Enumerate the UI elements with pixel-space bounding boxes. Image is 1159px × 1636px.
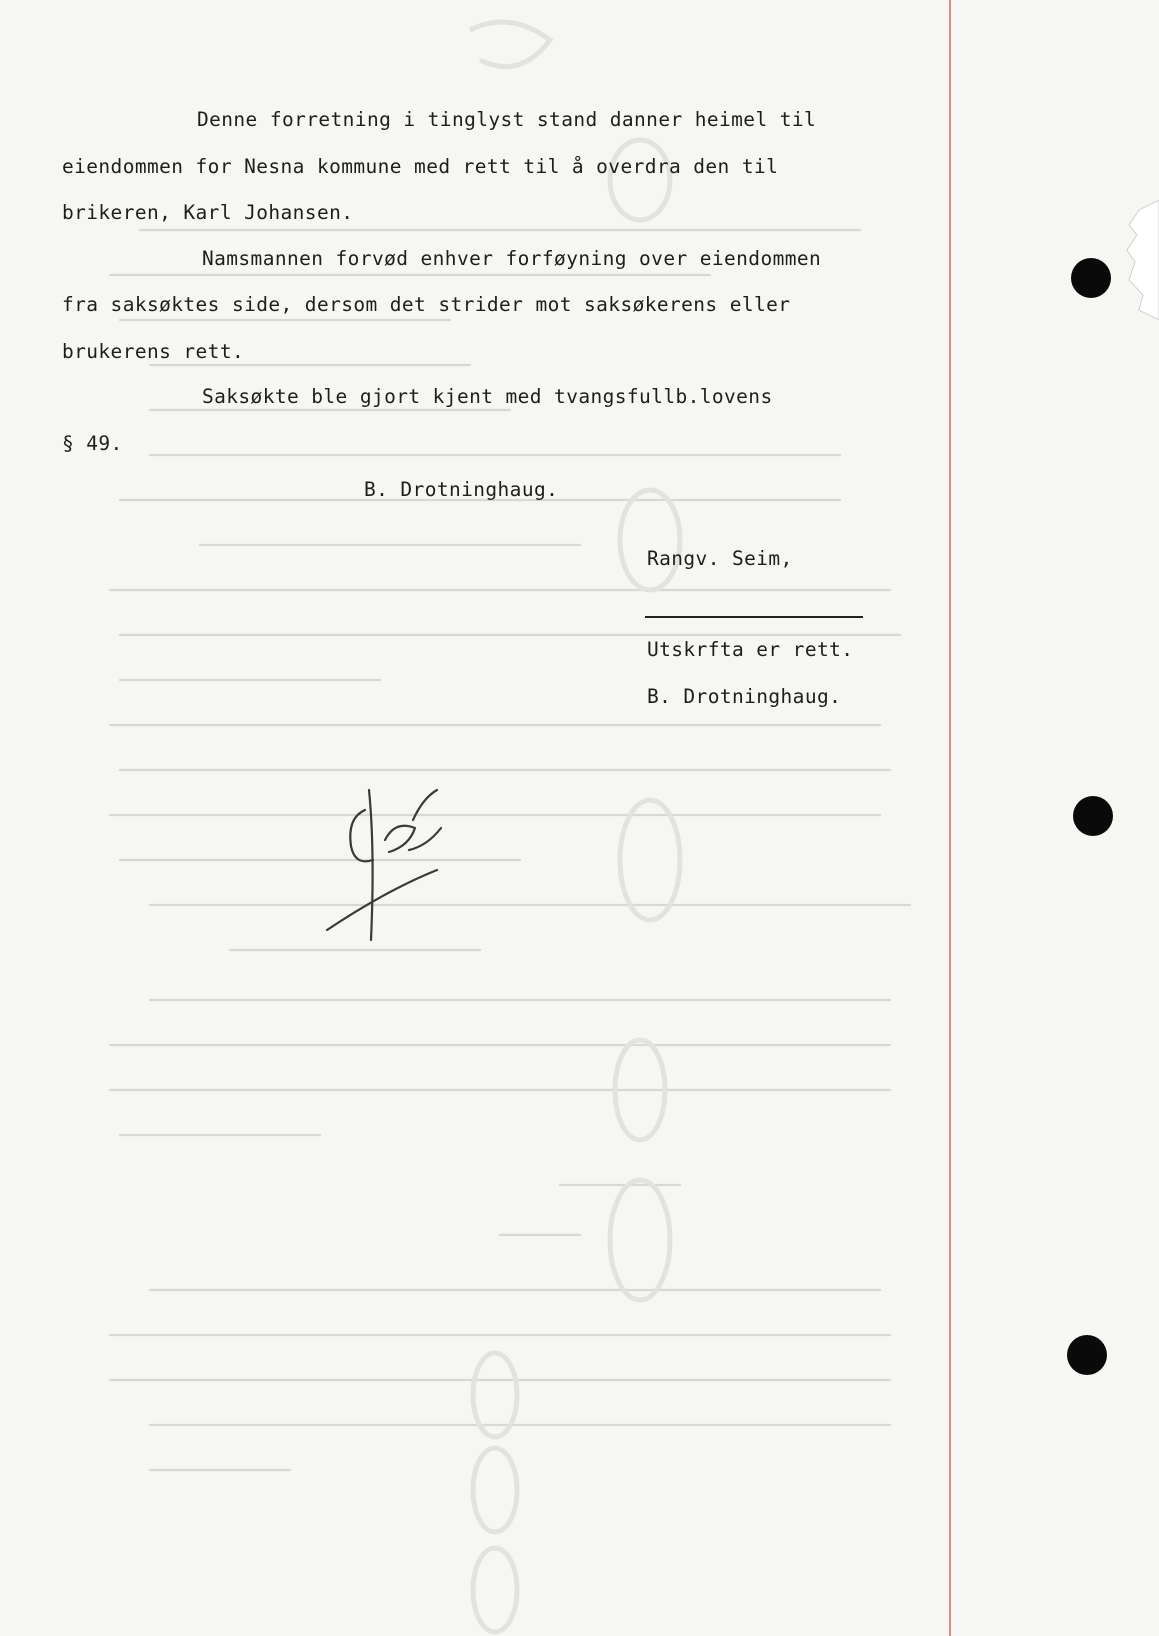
text-line-2: eiendommen for Nesna kommune med rett til å overdra den til bbox=[62, 155, 779, 178]
punch-hole-middle bbox=[1073, 796, 1113, 836]
signature-underline bbox=[645, 616, 863, 618]
signature-seim: Rangv. Seim, bbox=[647, 547, 793, 570]
section-reference: § 49. bbox=[62, 432, 123, 455]
red-margin-line bbox=[949, 0, 951, 1636]
text-line-1: Denne forretning i tinglyst stand danner heimel til bbox=[197, 108, 817, 131]
text-line-5: fra saksøktes side, dersom det strider mot saksøkerens eller bbox=[62, 293, 791, 316]
punch-hole-top bbox=[1071, 258, 1111, 298]
handwritten-initials bbox=[325, 780, 475, 960]
certification-signature: B. Drotninghaug. bbox=[647, 685, 842, 708]
text-line-3: brikeren, Karl Johansen. bbox=[62, 201, 354, 224]
signature-drotninghaug: B. Drotninghaug. bbox=[364, 478, 559, 501]
certification-text: Utskrfta er rett. bbox=[647, 638, 854, 661]
punch-hole-bottom bbox=[1067, 1335, 1107, 1375]
text-line-4: Namsmannen forvød enhver forføyning over eiendommen bbox=[202, 247, 822, 270]
text-line-6: brukerens rett. bbox=[62, 340, 245, 363]
torn-edge bbox=[1109, 200, 1159, 320]
text-line-7: Saksøkte ble gjort kjent med tvangsfullb.lovens bbox=[202, 385, 773, 408]
